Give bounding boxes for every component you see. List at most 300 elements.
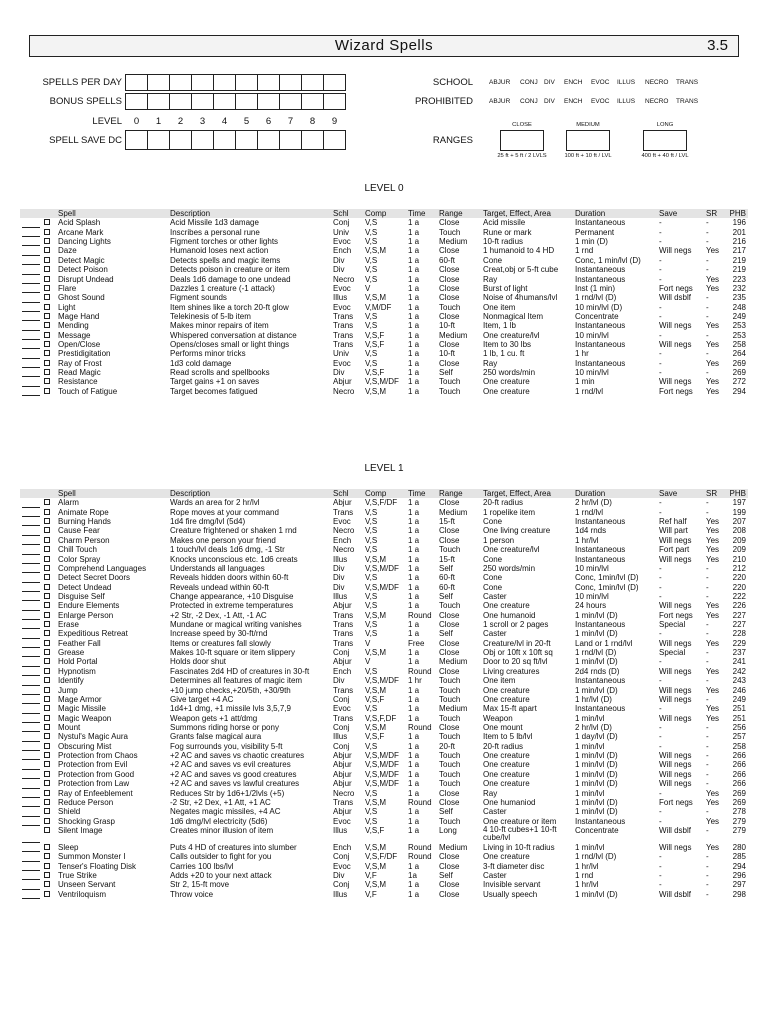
spell-school: Div (333, 368, 345, 378)
spell-range: Close (439, 311, 460, 321)
spell-target: One creature (483, 377, 530, 387)
prepared-count-line[interactable] (22, 395, 40, 396)
spell-prep (20, 237, 58, 246)
school-option[interactable]: TRANS (676, 79, 699, 86)
spell-duration: 2d4 rnds (D) (575, 666, 620, 676)
spell-range: Close (439, 889, 460, 899)
bonus-spells-box[interactable] (169, 93, 192, 110)
known-checkbox[interactable] (44, 565, 50, 571)
known-checkbox[interactable] (44, 790, 50, 796)
prohibited-option[interactable]: ENCH (564, 98, 583, 105)
prohibited-option[interactable]: EVOC (591, 98, 610, 105)
spell-description: Reduces Str by 1d6+1/2lvls (+5) (170, 788, 285, 798)
known-checkbox[interactable] (44, 715, 50, 721)
spell-prep (20, 770, 58, 779)
spell-row (20, 686, 748, 695)
known-checkbox[interactable] (44, 276, 50, 282)
spell-row (20, 890, 748, 899)
spell-components: V,S (365, 274, 378, 284)
spell-spell-name: Obscuring Mist (58, 741, 112, 751)
spell-school: Necro (333, 526, 355, 536)
spell-prep (20, 256, 58, 265)
spell-spell-resistance: Yes (706, 666, 720, 676)
known-checkbox[interactable] (44, 518, 50, 524)
known-checkbox[interactable] (44, 229, 50, 235)
prohibited-option[interactable]: TRANS (676, 98, 699, 105)
known-checkbox[interactable] (44, 863, 50, 869)
spell-row (20, 517, 748, 526)
spell-school: Div (333, 255, 345, 265)
spell-description: Determines all features of magic item (170, 676, 303, 686)
spell-save-dc-box[interactable] (147, 130, 170, 150)
known-checkbox[interactable] (44, 733, 50, 739)
spell-spell-resistance: Yes (706, 283, 720, 293)
spells-per-day-box[interactable] (213, 74, 236, 91)
school-option[interactable]: EVOC (591, 79, 610, 86)
known-checkbox[interactable] (44, 238, 50, 244)
spell-phb-page: 264 (732, 349, 746, 359)
known-checkbox[interactable] (44, 649, 50, 655)
spell-components: V,S,M/DF (365, 760, 399, 770)
known-checkbox[interactable] (44, 304, 50, 310)
spell-row (20, 256, 748, 265)
known-checkbox[interactable] (44, 752, 50, 758)
level-number: 1 (155, 116, 162, 127)
spell-save: - (659, 629, 662, 639)
known-checkbox[interactable] (44, 677, 50, 683)
spell-save-dc-box[interactable] (279, 130, 302, 150)
spells-per-day-box[interactable] (235, 74, 258, 91)
prohibited-option[interactable]: DIV (544, 98, 555, 105)
spell-casting-time: Round (408, 797, 432, 807)
spell-prep (20, 265, 58, 274)
spell-phb-page: 266 (732, 760, 746, 770)
spell-prep (20, 732, 58, 741)
spell-save: - (659, 265, 662, 275)
spell-school: Trans (333, 620, 354, 630)
spell-components: V,S,M (365, 842, 387, 852)
spell-prep (20, 303, 58, 312)
spell-casting-time: 1 a (408, 825, 420, 835)
spells-per-day-box[interactable] (191, 74, 214, 91)
spell-description: Target gains +1 on saves (170, 377, 260, 387)
school-option[interactable]: ABJUR (489, 79, 511, 86)
spell-description: Makes minor repairs of item (170, 321, 269, 331)
spells-per-day-box[interactable] (147, 74, 170, 91)
spell-school: Div (333, 582, 345, 592)
known-checkbox[interactable] (44, 247, 50, 253)
bonus-spells-box[interactable] (257, 93, 280, 110)
spell-duration: Instantaneous (575, 265, 626, 275)
spell-casting-time: 1 a (408, 274, 420, 284)
spell-components: V,S,M/DF (365, 676, 399, 686)
spell-casting-time: 1 a (408, 255, 420, 265)
bonus-spells-box[interactable] (235, 93, 258, 110)
spell-prep (20, 573, 58, 582)
known-checkbox[interactable] (44, 743, 50, 749)
spell-save: Fort negs (659, 386, 693, 396)
spell-duration: 1 min/lvl (D) (575, 807, 618, 817)
spell-spell-name: Unseen Servant (58, 880, 116, 890)
range-long-box[interactable] (643, 130, 687, 151)
spell-casting-time: 1 a (408, 321, 420, 331)
spell-spell-name: Shield (58, 807, 81, 817)
known-checkbox[interactable] (44, 630, 50, 636)
known-checkbox[interactable] (44, 705, 50, 711)
spell-prep (20, 275, 58, 284)
known-checkbox[interactable] (44, 369, 50, 375)
bonus-spells-box[interactable] (191, 93, 214, 110)
spell-components: V,S,M (365, 685, 387, 695)
spell-phb-page: 279 (732, 816, 746, 826)
spell-components: V,S,M (365, 861, 387, 871)
spell-save-dc-box[interactable] (301, 130, 324, 150)
school-option[interactable]: DIV (544, 79, 555, 86)
known-checkbox[interactable] (44, 546, 50, 552)
spell-range: Touch (439, 760, 461, 770)
spell-casting-time: 1 a (408, 545, 420, 555)
spell-prep (20, 592, 58, 601)
spell-components: V,S (365, 573, 378, 583)
spell-spell-name: Alarm (58, 498, 79, 508)
spell-row (20, 601, 748, 610)
spell-casting-time: 1 a (408, 713, 420, 723)
spell-phb-page: 258 (732, 741, 746, 751)
spell-components: V,S,M (365, 880, 387, 890)
prohibited-option[interactable]: CONJ (520, 98, 538, 105)
known-checkbox[interactable] (44, 285, 50, 291)
prepared-count-line[interactable] (22, 898, 40, 899)
known-checkbox[interactable] (44, 612, 50, 618)
bonus-spells-box[interactable] (213, 93, 236, 110)
spell-prep (20, 657, 58, 666)
prohibited-option[interactable]: NECRO (645, 98, 669, 105)
spell-target: Ray (483, 358, 498, 368)
spell-spell-name: Detect Secret Doors (58, 573, 131, 583)
known-checkbox[interactable] (44, 556, 50, 562)
level-number: 8 (309, 116, 316, 127)
spell-components: V,S (365, 311, 378, 321)
known-checkbox[interactable] (44, 881, 50, 887)
range-medium-box[interactable] (566, 130, 610, 151)
spell-row (20, 592, 748, 601)
spell-save-dc-box[interactable] (213, 130, 236, 150)
spell-prep (20, 667, 58, 676)
column-header-components: Comp (365, 489, 408, 498)
spell-school: Conj (333, 648, 350, 658)
spell-row (20, 377, 748, 386)
spell-description: Performs minor tricks (170, 349, 246, 359)
spell-spell-resistance: - (706, 769, 709, 779)
known-checkbox[interactable] (44, 584, 50, 590)
spell-save-dc-box[interactable] (323, 130, 346, 150)
spell-range: Touch (439, 732, 461, 742)
bonus-spells-box[interactable] (125, 93, 148, 110)
spell-spell-name: Magic Weapon (58, 713, 112, 723)
spell-school: Illus (333, 889, 348, 899)
level-1-spell-table (20, 489, 748, 899)
spell-school: Univ (333, 227, 350, 237)
spell-row (20, 620, 748, 629)
spells-per-day-boxes (125, 74, 345, 91)
spell-components: V,S (365, 741, 378, 751)
known-checkbox[interactable] (44, 219, 50, 225)
spells-per-day-box[interactable] (257, 74, 280, 91)
known-checkbox[interactable] (44, 378, 50, 384)
known-checkbox[interactable] (44, 780, 50, 786)
spell-range: 10-ft (439, 349, 456, 359)
spell-duration: Instantaneous (575, 218, 626, 228)
known-checkbox[interactable] (44, 872, 50, 878)
spell-casting-time: Free (408, 638, 425, 648)
spell-target: One creature (483, 852, 530, 862)
spell-save-dc-label: SPELL SAVE DC (49, 135, 122, 146)
known-checkbox[interactable] (44, 341, 50, 347)
spell-spell-name: Sleep (58, 842, 79, 852)
spell-duration: Instantaneous (575, 676, 626, 686)
prohibited-option[interactable]: ILLUS (617, 98, 636, 105)
spell-save: - (659, 311, 662, 321)
school-option[interactable]: CONJ (520, 79, 538, 86)
spell-spell-resistance: - (706, 852, 709, 862)
spell-range: Self (439, 871, 453, 881)
spell-prep (20, 293, 58, 302)
known-checkbox[interactable] (44, 266, 50, 272)
spell-row (20, 779, 748, 788)
spell-casting-time: 1 a (408, 507, 420, 517)
known-checkbox[interactable] (44, 818, 50, 824)
spells-per-day-box[interactable] (125, 74, 148, 91)
spell-components: V,S (365, 321, 378, 331)
known-checkbox[interactable] (44, 360, 50, 366)
spell-components: V,S,F,DF (365, 713, 397, 723)
spell-description: -2 Str, +2 Dex, +1 Att, +1 AC (170, 797, 271, 807)
spell-prep (20, 218, 58, 227)
spell-spell-resistance: - (706, 507, 709, 517)
spell-range: 60-ft (439, 582, 456, 592)
known-checkbox[interactable] (44, 853, 50, 859)
spell-spell-resistance: Yes (706, 340, 720, 350)
spell-phb-page: 229 (732, 638, 746, 648)
spell-spell-resistance: - (706, 722, 709, 732)
known-checkbox[interactable] (44, 332, 50, 338)
known-checkbox[interactable] (44, 827, 50, 833)
known-checkbox[interactable] (44, 844, 50, 850)
spell-target: One humanoid (483, 610, 536, 620)
known-checkbox[interactable] (44, 574, 50, 580)
spell-phb-page: 272 (732, 377, 746, 387)
spell-school: Abjur (333, 760, 352, 770)
spell-school: Div (333, 265, 345, 275)
spell-range: Medium (439, 237, 468, 247)
known-checkbox[interactable] (44, 322, 50, 328)
known-checkbox[interactable] (44, 350, 50, 356)
spell-casting-time: 1 hr (408, 676, 422, 686)
spell-components: V,S,M (365, 797, 387, 807)
known-checkbox[interactable] (44, 593, 50, 599)
known-checkbox[interactable] (44, 509, 50, 515)
spell-save: Special (659, 620, 686, 630)
spell-spell-name: Erase (58, 620, 79, 630)
known-checkbox[interactable] (44, 602, 50, 608)
bonus-spells-box[interactable] (147, 93, 170, 110)
spell-target: Caster (483, 871, 507, 881)
known-checkbox[interactable] (44, 799, 50, 805)
known-checkbox[interactable] (44, 696, 50, 702)
spells-per-day-box[interactable] (301, 74, 324, 91)
spell-target: One living creature (483, 526, 551, 536)
spell-components: V,S,F (365, 368, 385, 378)
spell-school: Abjur (333, 807, 352, 817)
spell-save: - (659, 358, 662, 368)
spell-description: +2 AC and saves vs lawful creatures (170, 779, 300, 789)
spell-row (20, 265, 748, 274)
spell-save-dc-box[interactable] (125, 130, 148, 150)
spell-components: V,S (365, 807, 378, 817)
bonus-spells-box[interactable] (323, 93, 346, 110)
spell-spell-name: Charm Person (58, 535, 110, 545)
spell-prep (20, 620, 58, 629)
column-header-target: Target, Effect, Area (483, 209, 575, 218)
range-close-box[interactable] (500, 130, 544, 151)
bonus-spells-box[interactable] (301, 93, 324, 110)
spell-phb-page: 258 (732, 340, 746, 350)
spell-phb-page: 242 (732, 666, 746, 676)
spell-row (20, 536, 748, 545)
spell-spell-name: Magic Missile (58, 704, 107, 714)
spell-save-dc-box[interactable] (169, 130, 192, 150)
spell-spell-name: Color Spray (58, 554, 101, 564)
spell-range: 60-ft (439, 255, 456, 265)
spell-spell-name: Arcane Mark (58, 227, 104, 237)
known-checkbox[interactable] (44, 771, 50, 777)
spells-per-day-box[interactable] (323, 74, 346, 91)
spell-components: V,S (365, 227, 378, 237)
spell-prep (20, 340, 58, 349)
spell-target: 1 scroll or 2 pages (483, 620, 549, 630)
spell-save: - (659, 563, 662, 573)
known-checkbox[interactable] (44, 537, 50, 543)
spell-components: V,S,M (365, 293, 387, 303)
spell-spell-resistance: - (706, 889, 709, 899)
spell-prep (20, 246, 58, 255)
spell-casting-time: 1a (408, 871, 417, 881)
spells-per-day-box[interactable] (279, 74, 302, 91)
spell-duration: 2 hr/lvl (D) (575, 722, 612, 732)
spell-phb-page: 285 (732, 852, 746, 862)
school-option[interactable]: ENCH (564, 79, 583, 86)
spell-duration: 1d4 rnds (575, 526, 607, 536)
spell-row (20, 826, 748, 843)
known-checkbox[interactable] (44, 388, 50, 394)
spell-school: Conj (333, 741, 350, 751)
spell-spell-resistance: Yes (706, 638, 720, 648)
known-checkbox[interactable] (44, 499, 50, 505)
spell-school: Conj (333, 218, 350, 228)
spells-per-day-box[interactable] (169, 74, 192, 91)
known-checkbox[interactable] (44, 724, 50, 730)
known-checkbox[interactable] (44, 658, 50, 664)
prohibited-option[interactable]: ABJUR (489, 98, 511, 105)
spell-prep (20, 368, 58, 377)
spell-description: Makes 10-ft square or item slippery (170, 648, 295, 658)
spell-description: Throw voice (170, 889, 214, 899)
spell-spell-resistance: - (706, 368, 709, 378)
spell-casting-time: Round (408, 852, 432, 862)
spell-duration: 1 rnd/lvl (D) (575, 648, 617, 658)
spell-save: Will negs (659, 842, 692, 852)
spell-description: Acid Missile 1d3 damage (170, 218, 259, 228)
version-label: 3.5 (707, 37, 728, 54)
known-checkbox[interactable] (44, 640, 50, 646)
bonus-spells-box[interactable] (279, 93, 302, 110)
spell-spell-name: Ghost Sound (58, 293, 105, 303)
known-checkbox[interactable] (44, 257, 50, 263)
spell-save-dc-boxes (125, 130, 345, 150)
spell-spell-resistance: - (706, 620, 709, 630)
spell-casting-time: 1 a (408, 807, 420, 817)
known-checkbox[interactable] (44, 891, 50, 897)
known-checkbox[interactable] (44, 761, 50, 767)
spell-row (20, 340, 748, 349)
spell-save-dc-box[interactable] (257, 130, 280, 150)
spell-phb-page: 212 (732, 563, 746, 573)
spell-description: +2 Str, -2 Dex, -1 Att, -1 AC (170, 610, 267, 620)
spell-target: Door to 20 sq ft/lvl (483, 657, 548, 667)
spell-save: Will negs (659, 694, 692, 704)
column-header-description: Description (170, 209, 333, 218)
known-checkbox[interactable] (44, 527, 50, 533)
spell-school: Illus (333, 293, 348, 303)
spell-duration: Instantaneous (575, 517, 626, 527)
spell-spell-name: Protection from Good (58, 769, 135, 779)
known-checkbox[interactable] (44, 687, 50, 693)
spell-school: Div (333, 573, 345, 583)
known-checkbox[interactable] (44, 668, 50, 674)
spell-target: 250 words/min (483, 368, 536, 378)
spell-phb-page: 196 (732, 218, 746, 228)
column-header-spell-name: Spell (58, 489, 170, 498)
spell-save: - (659, 302, 662, 312)
spell-components: V,S,M/DF (365, 377, 399, 387)
known-checkbox[interactable] (44, 808, 50, 814)
spell-description: Creates minor illusion of item (170, 825, 274, 835)
spell-range: Touch (439, 816, 461, 826)
spell-casting-time: 1 a (408, 685, 420, 695)
spell-phb-page: 297 (732, 880, 746, 890)
spell-description: Increase speed by 30-ft/rnd (170, 629, 268, 639)
spell-target: One creature (483, 685, 530, 695)
spell-save-dc-box[interactable] (235, 130, 258, 150)
school-option[interactable]: NECRO (645, 79, 669, 86)
spell-save-dc-box[interactable] (191, 130, 214, 150)
known-checkbox[interactable] (44, 313, 50, 319)
spell-save: Fort negs (659, 610, 693, 620)
school-option[interactable]: ILLUS (617, 79, 636, 86)
spell-row (20, 526, 748, 535)
spell-target: Cone (483, 517, 503, 527)
spell-school: Abjur (333, 751, 352, 761)
spell-spell-resistance: - (706, 349, 709, 359)
spell-description: Mundane or magical writing vanishes (170, 620, 302, 630)
spell-phb-page: 294 (732, 861, 746, 871)
known-checkbox[interactable] (44, 294, 50, 300)
spell-school: Evoc (333, 816, 351, 826)
spell-row (20, 676, 748, 685)
spell-school: Necro (333, 274, 355, 284)
known-checkbox[interactable] (44, 621, 50, 627)
spell-school: Conj (333, 694, 350, 704)
